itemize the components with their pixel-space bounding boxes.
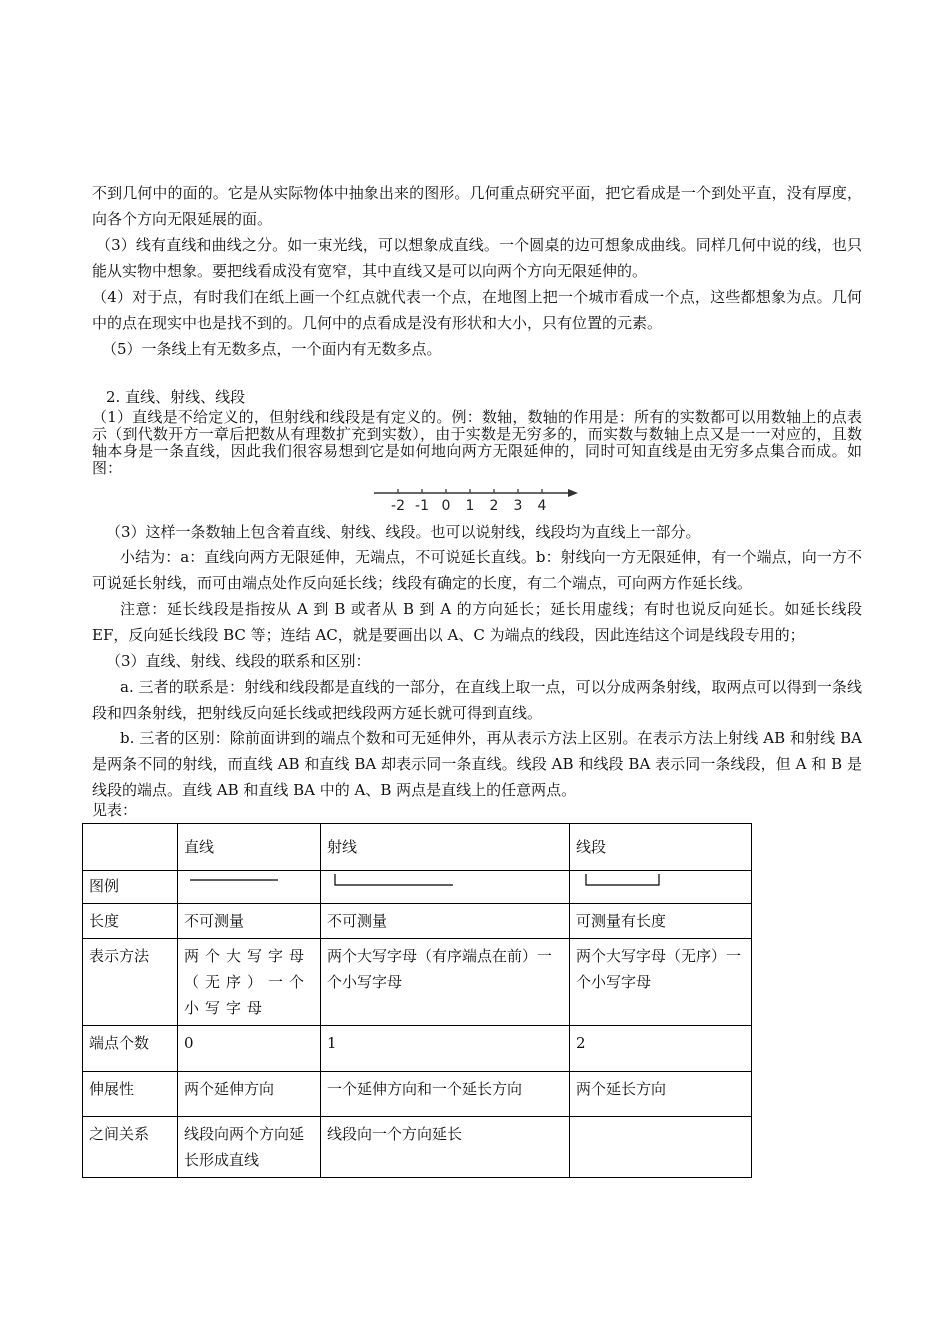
table-row-legend xyxy=(83,871,752,904)
straight-line-symbol xyxy=(184,871,314,895)
see-table-label: 见表： xyxy=(92,801,138,819)
table-cell: 2 xyxy=(570,1026,752,1072)
table-row-label: 端点个数 xyxy=(83,1026,178,1072)
table-row-relationship xyxy=(83,1117,752,1178)
segment-symbol xyxy=(576,871,746,895)
table-row-label: 伸展性 xyxy=(83,1072,178,1117)
table-cell: 两个延伸方向 xyxy=(178,1072,321,1117)
legend-segment-cell xyxy=(570,871,752,904)
table-header-cell xyxy=(83,824,178,871)
table-header-cell: 直线 xyxy=(178,824,321,871)
table-header-row xyxy=(83,824,752,871)
table-cell: 两个大写字母（有序端点在前）一个小写字母 xyxy=(321,939,570,1026)
table-row-length xyxy=(83,904,752,939)
paragraph-line xyxy=(92,232,862,284)
table-cell: 0 xyxy=(178,1026,321,1072)
table-row-label: 图例 xyxy=(83,871,178,904)
paragraph-line-definition: （1）直线是不给定义的，但射线和线段是有定义的。例：数轴，数轴的作用是：所有的实数都可以用数轴上的点表示（到代数开方一章后把数从有理数扩充到实数），由于实数是无穷多的，而实数与数轴上点又是一一对应的，且数轴本身是一条直线，因此我们很容易想到它是如何地向两方无限延伸的，同时可知直线是由无穷多点集合而成。如图： xyxy=(92,408,862,477)
table-row-label: 长度 xyxy=(83,904,178,939)
paragraph-summary: 小结为：a：直线向两方无限延伸，无端点，不可说延长直线。b：射线向一方无限延伸，有一个端点，向一方不可说延长射线，而可由端点处作反向延长线；线段有确定的长度，有二个端点，可向两方作延长线。 xyxy=(92,548,862,592)
paragraph-difference-b: b. 三者的区别：除前面讲到的端点个数和可无延伸外，再从表示方法上区别。在表示方法上射线 AB 和射线 BA 是两条不同的射线，而直线 AB 和直线 BA 却表示同一条直线。线段 AB 和线段 BA 表示同一条线段，但 A 和 B 是线段的端点。直线 AB 和直线 BA 中的 A、B 两点是直线上的任意两点。 xyxy=(92,729,862,799)
table-row-extension xyxy=(83,1072,752,1117)
table-header-cell: 线段 xyxy=(570,824,752,871)
comparison-table xyxy=(82,823,752,1178)
table-cell: 1 xyxy=(321,1026,570,1072)
table-row-label: 之间关系 xyxy=(83,1117,178,1178)
table-cell: 两个大写字母（无序）一个小写字母 xyxy=(570,939,752,1026)
table-cell: 不可测量 xyxy=(321,904,570,939)
paragraph-relation-a: a. 三者的联系是：射线和线段都是直线的一部分，在直线上取一点，可以分成两条射线，取两点可以得到一条线段和四条射线，把射线反向延长线或把线段两方延长就可得到直线。 xyxy=(92,678,862,722)
number-line-tick-label: 2 xyxy=(489,498,499,514)
table-cell: 两个延长方向 xyxy=(570,1072,752,1117)
number-line-figure xyxy=(372,483,582,519)
table-cell xyxy=(178,939,321,1026)
paragraph-relation-heading: （3）直线、射线、线段的联系和区别： xyxy=(106,652,371,670)
paragraph-line-text: （3）线有直线和曲线之分。如一束光线，可以想象成直线。一个圆桌的边可想象成曲线。同样几何中说的线，也只能从实物中想象。要把线看成没有宽窄，其中直线又是可以向两个方向无限延伸的。 xyxy=(92,236,862,280)
number-line-tick-label: 3 xyxy=(513,498,523,514)
table-row-label: 表示方法 xyxy=(83,939,178,1026)
paragraph-point: （4）对于点，有时我们在纸上画一个红点就代表一个点，在地图上把一个城市看成一个点，这些都想象为点。几何中的点在现实中也是找不到的。几何中的点看成是没有形状和大小，只有位置的元素。 xyxy=(92,288,862,332)
notation-cell-line: 两个大写字母（无序）一个小写字母 xyxy=(184,947,311,1017)
table-row-endpoints xyxy=(83,1026,752,1072)
number-line-tick-label: 4 xyxy=(537,498,547,514)
paragraph-contains: （3）这样一条数轴上包含着直线、射线、线段。也可以说射线，线段均为直线上一部分。 xyxy=(106,523,701,541)
number-line-tick-label: 0 xyxy=(441,498,451,514)
ray-symbol xyxy=(327,871,557,895)
number-line-tick-label: -1 xyxy=(415,498,429,514)
table-cell: 线段向一个方向延长 xyxy=(321,1117,570,1178)
number-line-tick-label: 1 xyxy=(465,498,475,514)
table-cell: 一个延伸方向和一个延长方向 xyxy=(321,1072,570,1117)
table-cell xyxy=(570,1117,752,1178)
paragraph-note: 注意：延长线段是指按从 A 到 B 或者从 B 到 A 的方向延长；延长用虚线；有时也说反向延长。如延长线段 EF，反向延长线段 BC 等；连结 AC，就是要画出以 A、C 为端点的线段，因此连结这个词是线段专用的； xyxy=(92,600,862,644)
table-row-notation xyxy=(83,939,752,1026)
table-cell: 可测量有长度 xyxy=(570,904,752,939)
table-cell: 不可测量 xyxy=(178,904,321,939)
table-header-cell: 射线 xyxy=(321,824,570,871)
legend-line-cell xyxy=(178,871,321,904)
section-2-title: 2. 直线、射线、线段 xyxy=(106,388,246,406)
number-line-arrow xyxy=(568,489,578,497)
legend-ray-cell xyxy=(321,871,570,904)
number-line-tick-label: -2 xyxy=(391,498,405,514)
paragraph-plane-continued: 不到几何中的面的。它是从实际物体中抽象出来的图形。几何重点研究平面，把它看成是一个到处平直，没有厚度，向各个方向无限延展的面。 xyxy=(92,184,862,228)
table-cell: 线段向两个方向延长形成直线 xyxy=(178,1117,321,1178)
paragraph-infinite-points: （5）一条线上有无数多点，一个面内有无数多点。 xyxy=(102,340,442,358)
